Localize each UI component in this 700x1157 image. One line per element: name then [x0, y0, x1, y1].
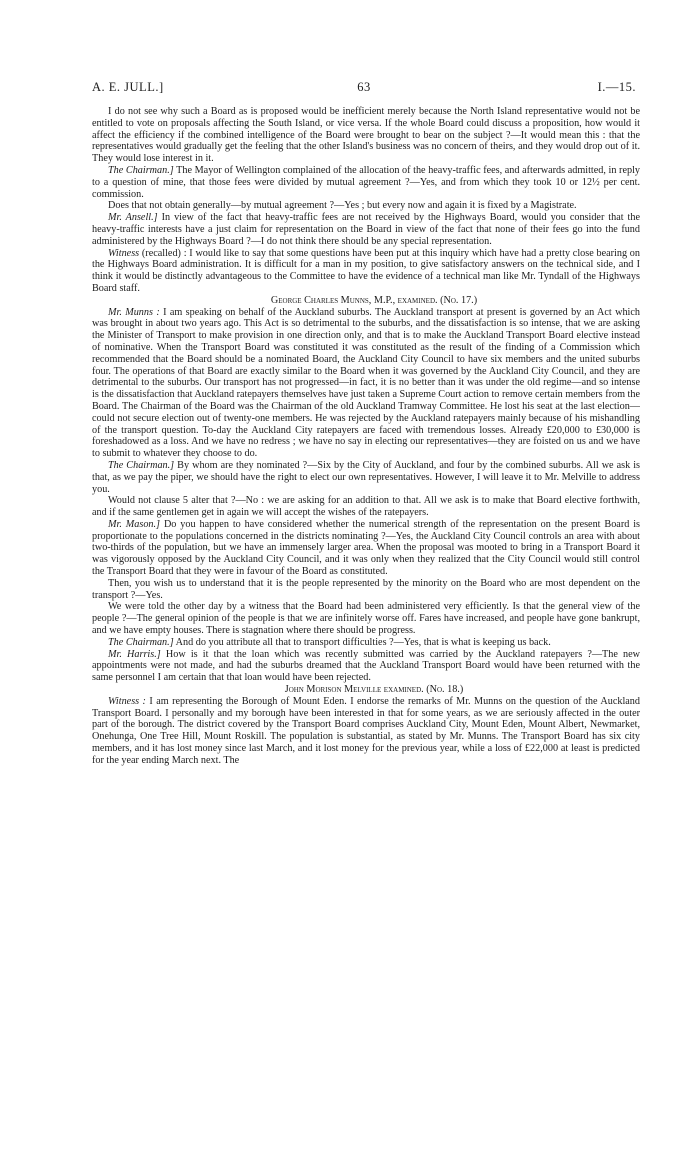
speaker-label: Mr. Harris.] — [108, 648, 161, 660]
speaker-label: Witness — [108, 247, 140, 259]
paragraph-text: I do not see why such a Board as is proposed would be inefficient merely because the North Island representative would not be entitled to vote on proposals affecting the South Island, or vice versa. If the whole Board could discuss a proposition, how would it affect the efficiency if the combined intelligence of the Board were brought to bear on the subject ?—It would mean this : that the representatives would gradually get the feeling that the other Island's business was no concern of theirs, and they would drop out of it. They would lose interest in it. — [92, 106, 640, 165]
paragraph-text: The Mayor of Wellington complained of the allocation of the heavy-traffic fees, and afterwards admitted, in reply to a question of mine, that those fees were divided by mutual agreement ?—Yes, and from which they took 10 or 12½ per cent. commission. — [92, 164, 640, 200]
page-header — [92, 80, 636, 98]
paragraph-text: Would not clause 5 alter that ?—No : we are asking for an addition to that. All we ask is to make that Board elective forthwith, and if the same gentlemen get in again we will accept the wishes of the ratepayers. — [92, 495, 640, 519]
speaker-label: The Chairman.] — [108, 636, 174, 648]
paragraph-text: We were told the other day by a witness that the Board had been administered very efficiently. Is that the general view of the people ?—The general opinion of the people is that we are infinitely worse off. Fares have increased, and people have gone bankrupt, and we have empty houses. There is stagnation where there should be progress. — [92, 601, 640, 637]
paragraph — [92, 601, 640, 636]
speaker-label: The Chairman.] — [108, 459, 175, 471]
paragraph — [92, 637, 640, 649]
document-reference: I.—15. — [597, 80, 636, 94]
paragraph-text: Then, you wish us to understand that it is the people represented by the minority on the Board who are most dependent on the transport ?—Yes. — [92, 577, 640, 601]
paragraph-text: I am representing the Borough of Mount Eden. I endorse the remarks of Mr. Munns on the question of the Auckland Transport Board. I personally and my borough have been interested in that for some years, as we are seriously affected in the outer part of the borough. The district covered by the Transport Board comprises Auckland City, Mount Eden, Mount Albert, Newmarket, Onehunga, One Tree Hill, Mount Roskill. The population is substantial, as stated by Mr. Munns. The Transport Board has six city members, and it has lost money since last March, and it lost money for the previous year, while a loss of £22,000 at least is predicted for the year ending March next. The — [92, 695, 640, 766]
paragraph — [92, 495, 640, 519]
paragraph-text: (recalled) : I would like to say that some questions have been put at this inquiry which have had a pretty close bearing on the Highways Board administration. It is difficult for a man in my position, to give satisfactory answers on the technical side, and I think it would be distinctly advantageous to the Committee to have the evidence of a technical man like Mr. Tyndall of the Highways Board staff. — [92, 247, 640, 294]
section-heading: John Morison Melville examined. (No. 18.) — [284, 684, 464, 696]
speaker-label: Mr. Mason.] — [108, 518, 161, 530]
paragraph — [92, 307, 640, 460]
paragraph-text: I am speaking on behalf of the Auckland suburbs. The Auckland transport at present is governed by an Act which was brought in about two years ago. This Act is so detrimental to the suburbs, and the dissatisfaction is so intense, that we are asking the Minister of Transport to make provision in one direction only, and that is to make the Auckland Transport Board elective instead of nominative. When the Transport Board was constituted it was constituted as the result of the finding of a Commission which recommended that the Board should be a nominated Board, the Auckland City Council to have six members and the united suburbs four. The operations of that Board are exactly similar to the Board when it was governed by the Auckland City Council, and they are detrimental to the suburbs. Our transport has not progressed—in fact, it is no better than it was under the old regime—and so intense is the dissatisfaction that Auckland ratepayers themselves have just taken a Supreme Court action to remove certain members from the Board. The Chairman of the Board was the Chairman of the old Auckland Tramway Committee. He lost his seat at the last election—could not secure election out of twenty-one members. He was rejected by the Auckland ratepayers mainly because of his mishandling of the transport question. To-day the Auckland City ratepayers are faced with tremendous losses. Already £20,000 to £30,000 is foreshadowed as a loss. And we have no redress ; we have no say in electing our representatives—they are foisted on us and we have to submit to whatever they choose to do. — [92, 306, 641, 460]
paragraph-text: How is it that the loan which was recently submitted was carried by the Auckland ratepayers ?—The new appointments were not made, and had the suburbs dreamed that the Auckland Transport Board would have been returned with the same personnel I am certain that that loan would have been rejected. — [92, 648, 640, 684]
speaker-label: Witness : — [108, 695, 146, 707]
paragraph — [92, 106, 640, 165]
paragraph-text: By whom are they nominated ?—Six by the City of Auckland, and four by the combined suburbs. All we ask is that, as we pay the piper, we should have the right to elect our own representatives. However, I will leave it to Mr. Melville to address you. — [92, 459, 640, 495]
paragraph-text: Does that not obtain generally—by mutual agreement ?—Yes ; but every now and again it is fixed by a Magistrate. — [108, 200, 577, 212]
paragraph — [92, 578, 640, 602]
paragraph — [92, 165, 640, 200]
paragraph — [92, 248, 640, 295]
paragraph — [92, 200, 640, 212]
paragraph-text: Do you happen to have considered whether the numerical strength of the representation on the present Board is proportionate to the populations concerned in the districts nominating ?—Yes, the Auckland City Council controls an area with about two-thirds of the population, but we have an immensely larger area. When the proposal was mooted to bring in a Transport Board it was vigorously opposed by the Auckland City Council, and it was only when they realized that the City Council would still control the Transport Board that they were in favour of the Board as constituted. — [92, 518, 641, 578]
paragraph-text: In view of the fact that heavy-traffic fees are not received by the Highways Board, would you consider that the heavy-traffic interests have a just claim for representation on the Board in view of the fact that none of their fees go into the fund administered by the Highways Board ?—I do not think there should be any special representation. — [92, 212, 641, 247]
paragraph — [92, 212, 640, 247]
speaker-label: The Chairman.] — [108, 164, 174, 176]
header-author: A. E. JULL.] — [92, 80, 164, 94]
speaker-label: Mr. Munns : — [108, 306, 160, 318]
paragraph — [92, 649, 640, 684]
speaker-label: Mr. Ansell.] — [108, 212, 158, 224]
paragraph — [92, 696, 640, 767]
section-heading: George Charles Munns, M.P., examined. (No. 17.) — [270, 294, 478, 306]
paragraph-text: And do you attribute all that to transport difficulties ?—Yes, that is what is keeping us back. — [175, 636, 551, 648]
page-number: 63 — [357, 80, 371, 94]
paragraph — [92, 519, 640, 578]
paragraph — [92, 460, 640, 495]
document-body — [92, 106, 640, 767]
